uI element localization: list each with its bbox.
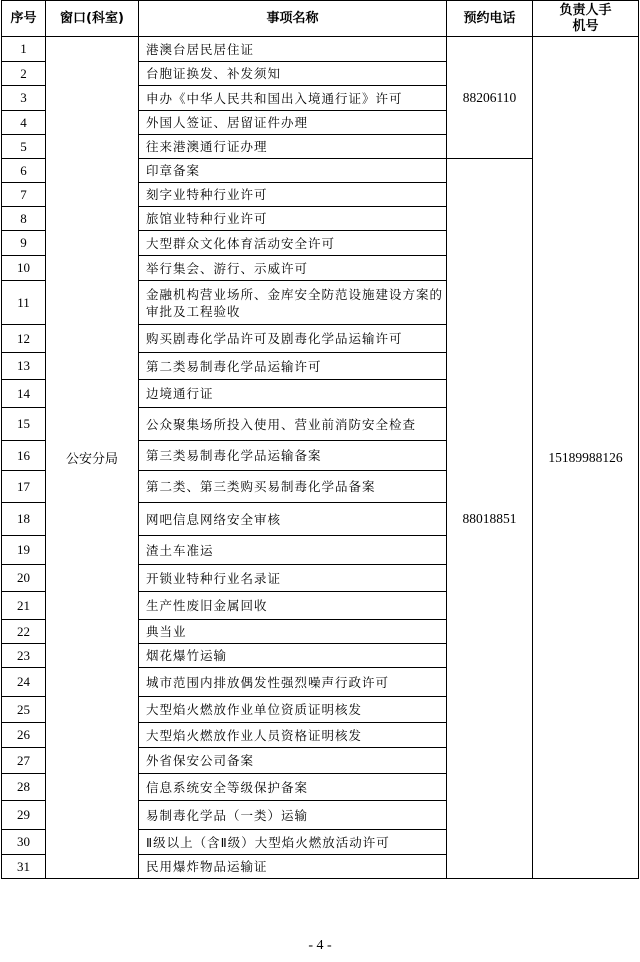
item-name: 外省保安公司备案	[139, 748, 447, 774]
item-name: 公众聚集场所投入使用、营业前消防安全检查	[139, 408, 447, 441]
row-number: 15	[2, 408, 46, 441]
item-name: 第二类易制毒化学品运输许可	[139, 353, 447, 380]
owner-mobile-cell: 15189988126	[533, 37, 639, 879]
item-name: 往来港澳通行证办理	[139, 135, 447, 159]
booking-phone-cell: 88018851	[447, 159, 533, 879]
row-number: 5	[2, 135, 46, 159]
row-number: 7	[2, 183, 46, 207]
row-number: 29	[2, 801, 46, 830]
row-number: 25	[2, 697, 46, 723]
header-seq: 序号	[2, 1, 46, 37]
item-name: 大型焰火燃放作业单位资质证明核发	[139, 697, 447, 723]
page-number: - 4 -	[308, 938, 332, 953]
row-number: 9	[2, 231, 46, 256]
item-name: 台胞证换发、补发须知	[139, 62, 447, 86]
header-item: 事项名称	[139, 1, 447, 37]
header-owner	[533, 1, 639, 37]
item-name: 刻字业特种行业许可	[139, 183, 447, 207]
window-name-cell: 公安分局	[46, 37, 139, 879]
row-number: 14	[2, 380, 46, 408]
row-number: 23	[2, 644, 46, 668]
item-name: 外国人签证、居留证件办理	[139, 111, 447, 135]
item-name: 渣土车准运	[139, 536, 447, 565]
header-phone: 预约电话	[447, 1, 533, 37]
header-window: 窗口(科室)	[46, 1, 139, 37]
row-number: 1	[2, 37, 46, 62]
row-number: 30	[2, 830, 46, 855]
item-name: 信息系统安全等级保护备案	[139, 774, 447, 801]
row-number: 21	[2, 592, 46, 620]
row-number: 31	[2, 855, 46, 879]
row-number: 2	[2, 62, 46, 86]
item-name: 易制毒化学品（一类）运输	[139, 801, 447, 830]
row-number: 27	[2, 748, 46, 774]
item-name: 印章备案	[139, 159, 447, 183]
row-number: 19	[2, 536, 46, 565]
row-number: 12	[2, 325, 46, 353]
row-number: 26	[2, 723, 46, 748]
row-number: 8	[2, 207, 46, 231]
table-row	[2, 37, 639, 62]
item-name: 生产性废旧金属回收	[139, 592, 447, 620]
row-number: 10	[2, 256, 46, 281]
row-number: 24	[2, 668, 46, 697]
row-number: 17	[2, 471, 46, 503]
row-number: 11	[2, 281, 46, 325]
header-owner-label: 负责人手机号	[559, 2, 612, 34]
row-number: 18	[2, 503, 46, 536]
row-number: 28	[2, 774, 46, 801]
item-name: 旅馆业特种行业许可	[139, 207, 447, 231]
row-number: 22	[2, 620, 46, 644]
row-number: 3	[2, 86, 46, 111]
item-name: 烟花爆竹运输	[139, 644, 447, 668]
item-name: 港澳台居民居住证	[139, 37, 447, 62]
item-name: 第三类易制毒化学品运输备案	[139, 441, 447, 471]
booking-phone-cell: 88206110	[447, 37, 533, 159]
row-number: 6	[2, 159, 46, 183]
item-name: 第二类、第三类购买易制毒化学品备案	[139, 471, 447, 503]
item-name: 大型焰火燃放作业人员资格证明核发	[139, 723, 447, 748]
item-name: Ⅱ级以上（含Ⅱ级）大型焰火燃放活动许可	[139, 830, 447, 855]
item-name: 开锁业特种行业名录证	[139, 565, 447, 592]
item-name: 民用爆炸物品运输证	[139, 855, 447, 879]
item-name: 大型群众文化体育活动安全许可	[139, 231, 447, 256]
item-name: 城市范围内排放偶发性强烈噪声行政许可	[139, 668, 447, 697]
header-row	[2, 1, 639, 37]
item-name: 边境通行证	[139, 380, 447, 408]
item-name: 申办《中华人民共和国出入境通行证》许可	[139, 86, 447, 111]
item-name: 购买剧毒化学品许可及剧毒化学品运输许可	[139, 325, 447, 353]
item-name: 典当业	[139, 620, 447, 644]
table-body	[2, 37, 639, 879]
row-number: 20	[2, 565, 46, 592]
row-number: 16	[2, 441, 46, 471]
item-name: 金融机构营业场所、金库安全防范设施建设方案的审批及工程验收	[139, 281, 447, 325]
service-items-table	[1, 0, 639, 879]
item-name: 举行集会、游行、示威许可	[139, 256, 447, 281]
item-name: 网吧信息网络安全审核	[139, 503, 447, 536]
row-number: 4	[2, 111, 46, 135]
row-number: 13	[2, 353, 46, 380]
